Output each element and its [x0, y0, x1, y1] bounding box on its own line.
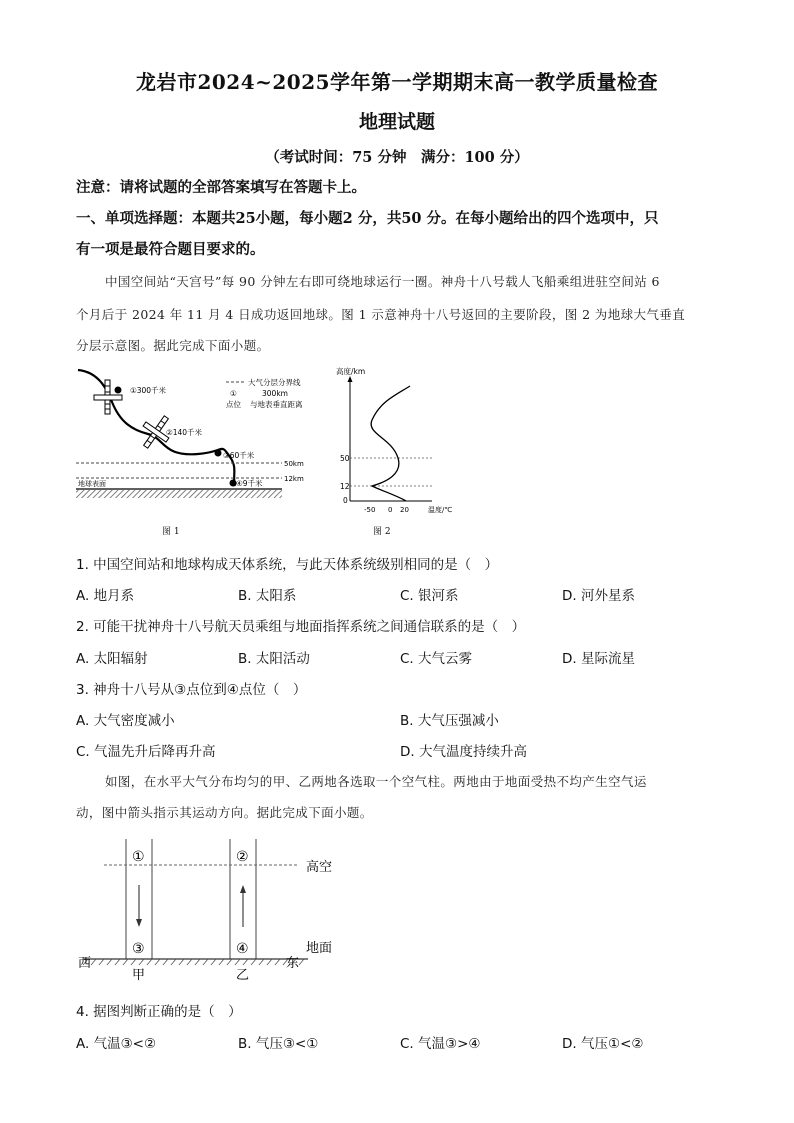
passage2-line2: 动，图中箭头指示其运动方向。据此完成下面小题。: [76, 805, 373, 820]
q1-option-d[interactable]: D. 河外星系: [562, 588, 635, 604]
point-1-label: ①: [132, 849, 145, 865]
fig2-xlabel: 温度/℃: [428, 506, 453, 514]
legend-point: 点位: [226, 400, 241, 409]
ground-hatch: [76, 490, 282, 498]
ground-hatch: [83, 959, 304, 965]
q2-option-c[interactable]: C. 大气云雾: [400, 651, 473, 667]
figure3-air-columns: [74, 835, 344, 983]
figure2-atmosphere-layers: [328, 362, 468, 520]
q4-option-c[interactable]: C. 气温③>④: [400, 1036, 481, 1052]
q4-option-a[interactable]: A. 气温③<②: [76, 1036, 157, 1052]
figure2-caption: 图 2: [373, 527, 391, 537]
q2-option-d[interactable]: D. 星际流星: [562, 651, 635, 667]
legend-line-label: 大气分层分界线: [248, 378, 301, 387]
q1-option-b[interactable]: B. 太阳系: [238, 588, 297, 604]
passage1-line1: 中国空间站“天宫号”每 90 分钟左右即可绕地球运行一圈。神舟十八号载人飞船乘组进驻空间站 6: [105, 274, 660, 289]
point-3-label: ③: [132, 941, 145, 957]
label-50km: 50km: [284, 460, 304, 468]
fig2-ytick-0: 0: [343, 496, 348, 505]
section-heading-line1: 一、单项选择题：本题共25小题，每小题2 分，共50 分。在每小题给出的四个选项中，只: [76, 210, 659, 227]
point-2-label: ②: [236, 849, 249, 865]
east-label: 东: [286, 956, 300, 971]
passage2-line1: 如图，在水平大气分布均匀的甲、乙两地各选取一个空气柱。两地由于地面受热不均产生空气运: [105, 774, 647, 789]
legend-circle: ①: [230, 389, 237, 398]
figure1-return-stages: [70, 362, 315, 542]
passage1-line2: 个月后于 2024 年 11 月 4 日成功返回地球。图 1 示意神舟十八号返回的主要阶段，图 2 为地球大气垂直: [76, 307, 686, 322]
fig2-xtick-20: 20: [400, 506, 409, 514]
q1-option-c[interactable]: C. 银河系: [400, 588, 459, 604]
point-3-marker: [215, 450, 222, 457]
question-2: 2. 可能干扰神舟十八号航天员乘组与地面指挥系统之间通信联系的是（ ）: [76, 619, 526, 635]
fig2-xtick-neg50: -50: [364, 506, 376, 514]
exam-info: （考试时间：75 分钟 满分：100 分）: [265, 149, 529, 166]
label-12km: 12km: [284, 475, 304, 483]
label-p1: ①300千米: [130, 386, 167, 395]
fig2-ytick-50: 50: [340, 454, 350, 463]
q1-option-a[interactable]: A. 地月系: [76, 588, 135, 604]
label-p4: ④9千米: [236, 479, 263, 488]
fig2-ylabel: 高度/km: [336, 367, 366, 376]
point-4-label: ④: [236, 941, 249, 957]
label-p3: ③60千米: [223, 451, 255, 460]
yi-label: 乙: [236, 968, 250, 983]
high-altitude-label: 高空: [306, 860, 333, 875]
arrow-down-icon: [136, 885, 142, 927]
q4-option-d[interactable]: D. 气压①<②: [562, 1036, 644, 1052]
fig2-xtick-0: 0: [388, 506, 393, 514]
ground-label: 地面: [306, 941, 333, 956]
notice: 注意：请将试题的全部答案填写在答题卡上。: [76, 179, 366, 196]
fig2-ytick-12: 12: [340, 482, 350, 491]
subject-title: 地理试题: [358, 111, 435, 133]
question-4: 4. 据图判断正确的是（ ）: [76, 1004, 242, 1020]
q3-option-a[interactable]: A. 大气密度减小: [76, 713, 175, 729]
jia-label: 甲: [132, 968, 146, 983]
question-3: 3. 神舟十八号从③点位到④点位（ ）: [76, 682, 307, 698]
legend-desc: 与地表垂直距离: [250, 400, 303, 409]
q3-option-c[interactable]: C. 气温先升后降再升高: [76, 744, 216, 760]
q3-option-d[interactable]: D. 大气温度持续升高: [400, 744, 527, 760]
q2-option-b[interactable]: B. 太阳活动: [238, 651, 310, 667]
arrow-up-icon: [240, 885, 246, 927]
passage1-line3: 分层示意图。据此完成下面小题。: [76, 338, 270, 353]
q4-option-b[interactable]: B. 气压③<①: [238, 1036, 319, 1052]
spacecraft-icon: [94, 380, 122, 414]
temperature-curve: [371, 386, 410, 501]
legend-height: 300km: [262, 389, 288, 398]
q3-option-b[interactable]: B. 大气压强减小: [400, 713, 499, 729]
exam-title: 龙岩市2024~2025学年第一学期期末高一教学质量检查: [135, 70, 659, 94]
label-surface: 地球表面: [78, 480, 106, 488]
fig2-y-arrow: [348, 376, 353, 382]
q2-option-a[interactable]: A. 太阳辐射: [76, 651, 148, 667]
question-1: 1. 中国空间站和地球构成天体系统，与此天体系统级别相同的是（ ）: [76, 557, 499, 573]
label-p2: ②140千米: [166, 428, 203, 437]
section-heading-line2: 有一项是最符合题目要求的。: [76, 241, 265, 258]
west-label: 西: [78, 956, 92, 971]
figure1-caption: 图 1: [162, 527, 180, 537]
